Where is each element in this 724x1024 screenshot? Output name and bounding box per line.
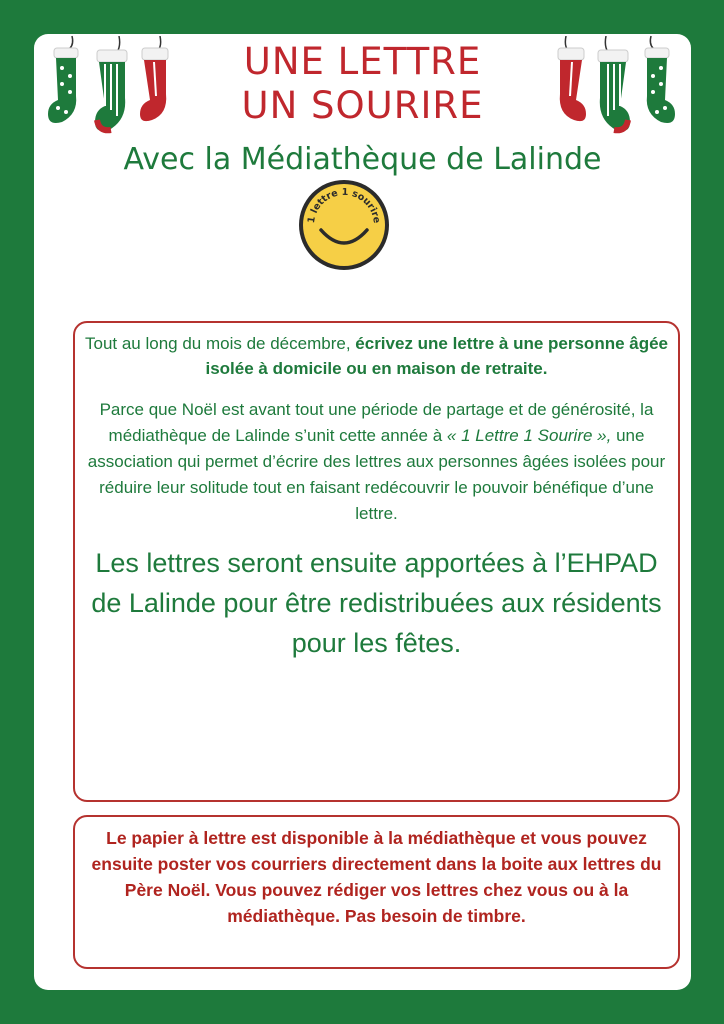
- notice-text: Le papier à lettre est disponible à la médiathèque et vous pouvez ensuite poster vos courriers directement dans la boite aux lettres du Père Noël. Vous pouvez rédiger vos lettres chez vous ou à la médiathèque. Pas besoin de timbre.: [91, 828, 662, 926]
- title-line-2: UN SOURIRE: [241, 84, 484, 127]
- intro-paragraph: Tout au long du mois de décembre, écrivez une lettre à une personne âgée isolée à domicile ou en maison de retraite.: [85, 334, 669, 378]
- intro-highlight: écrivez une lettre à une personne âgée isolée à domicile ou en maison de retraite.: [205, 334, 669, 378]
- description-paragraph: Parce que Noël est avant tout une période de partage et de générosité, la médiathèque de Lalinde s’unit cette année à « 1 Lettre 1 Sourire », une association qui permet d’écrire des lettres aux personnes âgées isolées pour réduire leur solitude tout en faisant redécouvrir le pouvoir bénéfique d’une lettre.: [87, 400, 666, 523]
- page-title: [34, 40, 691, 128]
- info-box: [73, 321, 680, 802]
- logo-text: 1 lettre 1 sourire: [305, 186, 383, 225]
- association-name: « 1 Lettre 1 Sourire »,: [446, 426, 612, 445]
- title-line-1: UNE LETTRE: [243, 40, 482, 83]
- delivery-paragraph: Les lettres seront ensuite apportées à l’EHPAD de Lalinde pour être redistribuées aux résidents pour les fêtes.: [91, 548, 662, 658]
- page-subtitle: Avec la Médiathèque de Lalinde: [123, 142, 602, 177]
- notice-box: [73, 815, 680, 969]
- smiley-face-icon: [297, 178, 391, 272]
